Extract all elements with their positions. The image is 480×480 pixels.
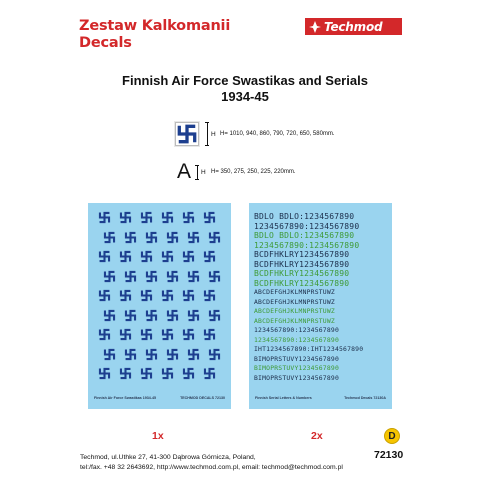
logo-text: Techmod [324, 19, 383, 34]
serial-row: 1234567890:1234567890 [254, 222, 360, 231]
finnish-swastika-icon [187, 270, 200, 283]
swastika-decal [124, 231, 137, 244]
letter-sample: A [177, 160, 192, 183]
swastika-decal [103, 309, 116, 322]
serial-row: ABCDEFGHJKLMNPRSTUWZ [254, 317, 335, 325]
swastika-decal-sheet [88, 203, 231, 409]
page-title: Finnish Air Force Swastikas and Serials [122, 73, 368, 88]
swastika-decal [145, 231, 158, 244]
serial-row: BCDFHKLRY1234567890 [254, 279, 350, 288]
swastika-decal [140, 289, 153, 302]
swastika-decal [119, 328, 132, 341]
swastika-decal [187, 309, 200, 322]
sheet-caption-left: Finnish Serial Letters & Numbers [255, 396, 312, 400]
aircraft-logo-icon [308, 20, 322, 34]
letter-heights: H= 350, 275, 250, 225, 220mm. [211, 169, 296, 175]
swastika-decal [161, 211, 174, 224]
finnish-swastika-icon [98, 328, 111, 341]
finnish-swastika-icon [161, 250, 174, 263]
finnish-swastika-icon [98, 289, 111, 302]
swastika-decal [208, 309, 221, 322]
swastika-decal [208, 348, 221, 361]
finnish-swastika-icon [161, 367, 174, 380]
swastika-decal [161, 367, 174, 380]
finnish-swastika-icon [208, 270, 221, 283]
finnish-swastika-icon [145, 309, 158, 322]
finnish-swastika-icon [119, 367, 132, 380]
sheet-caption [94, 396, 225, 400]
swastika-decal [103, 231, 116, 244]
finnish-swastika-icon [140, 367, 153, 380]
swastika-decal [124, 309, 137, 322]
swastika-decal [140, 328, 153, 341]
finnish-swastika-icon [182, 367, 195, 380]
finnish-swastika-icon [124, 309, 137, 322]
swastika-decal [203, 211, 216, 224]
brand-title-line1: Zestaw Kalkomanii [79, 18, 231, 34]
brand-title [79, 18, 230, 52]
finnish-swastika-icon [203, 328, 216, 341]
swastika-decal [203, 289, 216, 302]
height-dimension-mark [205, 122, 209, 146]
finnish-swastika-icon [140, 328, 153, 341]
swastika-decal [124, 270, 137, 283]
finnish-swastika-icon [145, 231, 158, 244]
serial-row: BCDFHKLRY1234567890 [254, 260, 350, 269]
finnish-swastika-icon [140, 289, 153, 302]
swastika-decal [187, 348, 200, 361]
swastika-decal [119, 367, 132, 380]
swastika-decal [98, 289, 111, 302]
techmod-logo [305, 18, 402, 35]
serial-row: BIMOPRSTUVY1234567890 [254, 374, 339, 382]
swastika-decal [119, 211, 132, 224]
finnish-swastika-icon [119, 289, 132, 302]
finnish-swastika-icon [166, 309, 179, 322]
finnish-swastika-icon [166, 348, 179, 361]
height-dimension-mark [195, 165, 199, 180]
serial-row: 1234567890:1234567890 [254, 327, 339, 334]
swastika-sample [175, 122, 199, 146]
swastika-decal [119, 250, 132, 263]
finnish-swastika-icon [182, 211, 195, 224]
swastika-decal [182, 211, 195, 224]
finnish-swastika-icon [187, 348, 200, 361]
swastika-decal [203, 328, 216, 341]
swastika-decal [182, 250, 195, 263]
swastika-decal [103, 270, 116, 283]
swastika-decal [203, 250, 216, 263]
sheet-caption-right: TECHMOD DECALS 72130 [180, 396, 225, 400]
sheet1-quantity: 1x [152, 430, 164, 442]
finnish-swastika-icon [103, 309, 116, 322]
finnish-swastika-icon [208, 231, 221, 244]
finnish-swastika-icon [166, 270, 179, 283]
finnish-swastika-icon [161, 211, 174, 224]
swastika-decal [187, 270, 200, 283]
serial-row: BCDFHKLRY1234567890 [254, 270, 350, 278]
product-code: 72130 [374, 449, 404, 461]
finnish-swastika-icon [176, 123, 198, 145]
swastika-decal [98, 250, 111, 263]
finnish-swastika-icon [119, 211, 132, 224]
finnish-swastika-icon [166, 231, 179, 244]
height-label: H [201, 169, 206, 176]
swastika-grid [98, 211, 221, 389]
serial-row: 1234567890:1234567890 [254, 336, 339, 344]
swastika-decal [208, 231, 221, 244]
finnish-swastika-icon [98, 211, 111, 224]
finnish-swastika-icon [203, 250, 216, 263]
finnish-swastika-icon [203, 367, 216, 380]
height-label: H [211, 131, 216, 138]
swastika-decal [98, 367, 111, 380]
serial-row: ABCDEFGHJKLMNPRSTUWZ [254, 308, 335, 315]
finnish-swastika-icon [140, 250, 153, 263]
finnish-swastika-icon [103, 270, 116, 283]
swastika-decal [166, 231, 179, 244]
brand-title-line2: Decals [79, 35, 132, 51]
version-badge: D [384, 428, 400, 444]
swastika-decal [166, 348, 179, 361]
finnish-swastika-icon [103, 348, 116, 361]
finnish-swastika-icon [98, 250, 111, 263]
swastika-decal [182, 289, 195, 302]
swastika-decal [182, 328, 195, 341]
swastika-decal [145, 270, 158, 283]
finnish-swastika-icon [182, 328, 195, 341]
swastika-decal [166, 270, 179, 283]
serial-row: BIMOPRSTUVY1234567890 [254, 355, 339, 363]
serials-decal-sheet [249, 203, 392, 409]
footer-address: Techmod, ul.Uthke 27, 41-300 Dąbrowa Górnicza, Poland, [80, 454, 256, 461]
swastika-decal [103, 348, 116, 361]
footer-contact: tel:/fax. +48 32 2643692, http://www.techmod.com.pl, email: techmod@techmod.com.pl [80, 464, 343, 471]
finnish-swastika-icon [140, 211, 153, 224]
swastika-decal [182, 367, 195, 380]
finnish-swastika-icon [145, 270, 158, 283]
finnish-swastika-icon [103, 231, 116, 244]
finnish-swastika-icon [187, 231, 200, 244]
finnish-swastika-icon [119, 250, 132, 263]
serial-row: BDLO BDLO:1234567890 [254, 213, 355, 221]
finnish-swastika-icon [208, 348, 221, 361]
finnish-swastika-icon [182, 250, 195, 263]
swastika-decal [145, 348, 158, 361]
serial-row: 1234567890:1234567890 [254, 241, 360, 250]
serial-row: BIMOPRSTUVY1234567890 [254, 365, 339, 372]
swastika-decal [161, 289, 174, 302]
serial-row: ABCDEFGHJKLMNPRSTUWZ [254, 298, 335, 306]
swastika-decal [187, 231, 200, 244]
finnish-swastika-icon [161, 328, 174, 341]
page-subtitle-years: 1934-45 [221, 89, 269, 104]
serial-rows [254, 213, 389, 384]
swastika-decal [119, 289, 132, 302]
serial-row: ABCDEFGHJKLMNPRSTUWZ [254, 289, 335, 296]
swastika-decal [208, 270, 221, 283]
swastika-decal [140, 211, 153, 224]
swastika-decal [145, 309, 158, 322]
serial-row: IHT1234567890:IHT1234567890 [254, 346, 364, 353]
finnish-swastika-icon [203, 289, 216, 302]
sheet-caption-right: Techmod Decals 72130A [344, 396, 386, 400]
swastika-heights: H= 1010, 940, 860, 790, 720, 650, 580mm. [220, 131, 335, 137]
swastika-decal [140, 367, 153, 380]
serial-row: BCDFHKLRY1234567890 [254, 251, 350, 259]
finnish-swastika-icon [203, 211, 216, 224]
swastika-decal [140, 250, 153, 263]
swastika-decal [203, 367, 216, 380]
finnish-swastika-icon [124, 348, 137, 361]
finnish-swastika-icon [161, 289, 174, 302]
finnish-swastika-icon [187, 309, 200, 322]
serial-row: BDLO BDLO:1234567890 [254, 232, 355, 240]
finnish-swastika-icon [124, 270, 137, 283]
sheet-caption [255, 396, 386, 400]
sheet2-quantity: 2x [311, 430, 323, 442]
finnish-swastika-icon [182, 289, 195, 302]
swastika-decal [124, 348, 137, 361]
finnish-swastika-icon [119, 328, 132, 341]
finnish-swastika-icon [145, 348, 158, 361]
finnish-swastika-icon [98, 367, 111, 380]
finnish-swastika-icon [208, 309, 221, 322]
swastika-decal [166, 309, 179, 322]
finnish-swastika-icon [124, 231, 137, 244]
sheet-caption-left: Finnish Air Force Swastikas 1934-45 [94, 396, 156, 400]
swastika-decal [98, 328, 111, 341]
swastika-decal [161, 250, 174, 263]
swastika-decal [98, 211, 111, 224]
swastika-decal [161, 328, 174, 341]
